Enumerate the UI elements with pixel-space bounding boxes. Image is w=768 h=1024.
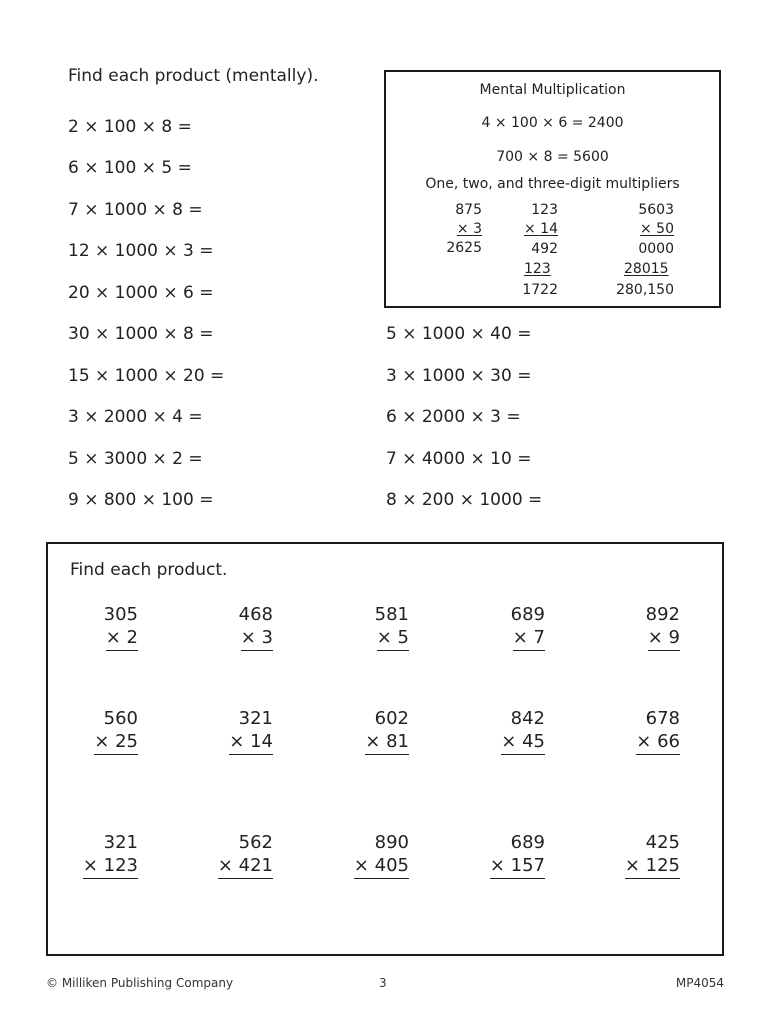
problem-multiplier: × 2: [106, 626, 138, 651]
problem-top: 321: [238, 708, 273, 729]
problem-top: 678: [645, 708, 680, 729]
mental-problem: 5 × 3000 × 2 =: [68, 449, 203, 469]
example-b-result: 1722: [522, 282, 558, 298]
mental-problem: 2 × 100 × 8 =: [68, 117, 192, 137]
multiplication-problem: [309, 603, 409, 651]
problem-top: 321: [103, 832, 138, 853]
problem-multiplier: × 66: [636, 730, 680, 755]
problem-multiplier: × 7: [513, 626, 545, 651]
problem-top: 689: [510, 832, 545, 853]
example-c-multiplier: × 50: [640, 221, 674, 237]
example-box: [384, 70, 721, 308]
problem-multiplier: × 125: [625, 854, 680, 879]
multiplication-problem: [38, 707, 138, 755]
problem-multiplier: × 5: [377, 626, 409, 651]
example-line: 4 × 100 × 6 = 2400: [481, 115, 624, 131]
problem-top: 305: [103, 604, 138, 625]
mental-problem: 12 × 1000 × 3 =: [68, 241, 214, 261]
example-b-partial1: 492: [531, 241, 558, 257]
example-c-partial2: 28015: [624, 261, 669, 277]
example-b-top: 123: [531, 202, 558, 218]
mental-problem: 6 × 2000 × 3 =: [386, 407, 521, 427]
footer-page-number: 3: [379, 976, 387, 990]
mental-problem: 7 × 1000 × 8 =: [68, 200, 203, 220]
multiplication-problem: [445, 831, 545, 879]
mental-problem: 3 × 2000 × 4 =: [68, 407, 203, 427]
problem-top: 890: [374, 832, 409, 853]
mental-problem: 30 × 1000 × 8 =: [68, 324, 214, 344]
example-b-multiplier: × 14: [524, 221, 558, 237]
problem-top: 562: [238, 832, 273, 853]
mental-problem: 9 × 800 × 100 =: [68, 490, 214, 510]
problem-multiplier: × 81: [365, 730, 409, 755]
problem-multiplier: × 3: [241, 626, 273, 651]
example-line: 700 × 8 = 5600: [496, 149, 609, 165]
mental-problem: 7 × 4000 × 10 =: [386, 449, 532, 469]
problem-multiplier: × 157: [490, 854, 545, 879]
multiplication-problem: [309, 707, 409, 755]
problem-top: 425: [645, 832, 680, 853]
multiplication-problem: [38, 603, 138, 651]
footer-code: MP4054: [675, 976, 724, 990]
example-a-multiplier: × 3: [456, 221, 482, 237]
problem-multiplier: × 14: [229, 730, 273, 755]
bottom-box: [46, 542, 724, 956]
multiplication-problem: [38, 831, 138, 879]
problem-top: 468: [238, 604, 273, 625]
multiplication-problem: [173, 707, 273, 755]
mental-problem: 15 × 1000 × 20 =: [68, 366, 225, 386]
example-a-top: 875: [455, 202, 482, 218]
mental-problem: 8 × 200 × 1000 =: [386, 490, 543, 510]
problem-top: 842: [510, 708, 545, 729]
problem-top: 560: [103, 708, 138, 729]
problem-top: 892: [645, 604, 680, 625]
multiplication-problem: [173, 603, 273, 651]
problem-multiplier: × 421: [218, 854, 273, 879]
multiplication-problem: [173, 831, 273, 879]
problem-multiplier: × 9: [648, 626, 680, 651]
multiplication-problem: [445, 603, 545, 651]
example-c-top: 5603: [638, 202, 674, 218]
problem-multiplier: × 405: [354, 854, 409, 879]
problem-multiplier: × 123: [83, 854, 138, 879]
multiplication-problem: [580, 707, 680, 755]
multiplication-problem: [445, 707, 545, 755]
multiplication-problem: [309, 831, 409, 879]
problem-multiplier: × 45: [501, 730, 545, 755]
example-c-partial1: 0000: [638, 241, 674, 257]
example-subtitle: One, two, and three-digit multipliers: [425, 176, 680, 192]
footer-copyright: © Milliken Publishing Company: [46, 976, 234, 990]
mental-problem: 5 × 1000 × 40 =: [386, 324, 532, 344]
example-b-partial2: 123: [524, 261, 551, 277]
section1-heading: Find each product (mentally).: [68, 66, 319, 86]
problem-top: 689: [510, 604, 545, 625]
multiplication-problem: [580, 603, 680, 651]
mental-problem: 20 × 1000 × 6 =: [68, 283, 214, 303]
mental-problem: 3 × 1000 × 30 =: [386, 366, 532, 386]
section2-heading: Find each product.: [70, 560, 228, 580]
example-title: Mental Multiplication: [479, 82, 626, 98]
problem-top: 581: [374, 604, 409, 625]
problem-multiplier: × 25: [94, 730, 138, 755]
example-c-result: 280,150: [616, 282, 674, 298]
mental-problem: 6 × 100 × 5 =: [68, 158, 192, 178]
multiplication-problem: [580, 831, 680, 879]
example-a-result: 2625: [446, 240, 482, 256]
problem-top: 602: [374, 708, 409, 729]
